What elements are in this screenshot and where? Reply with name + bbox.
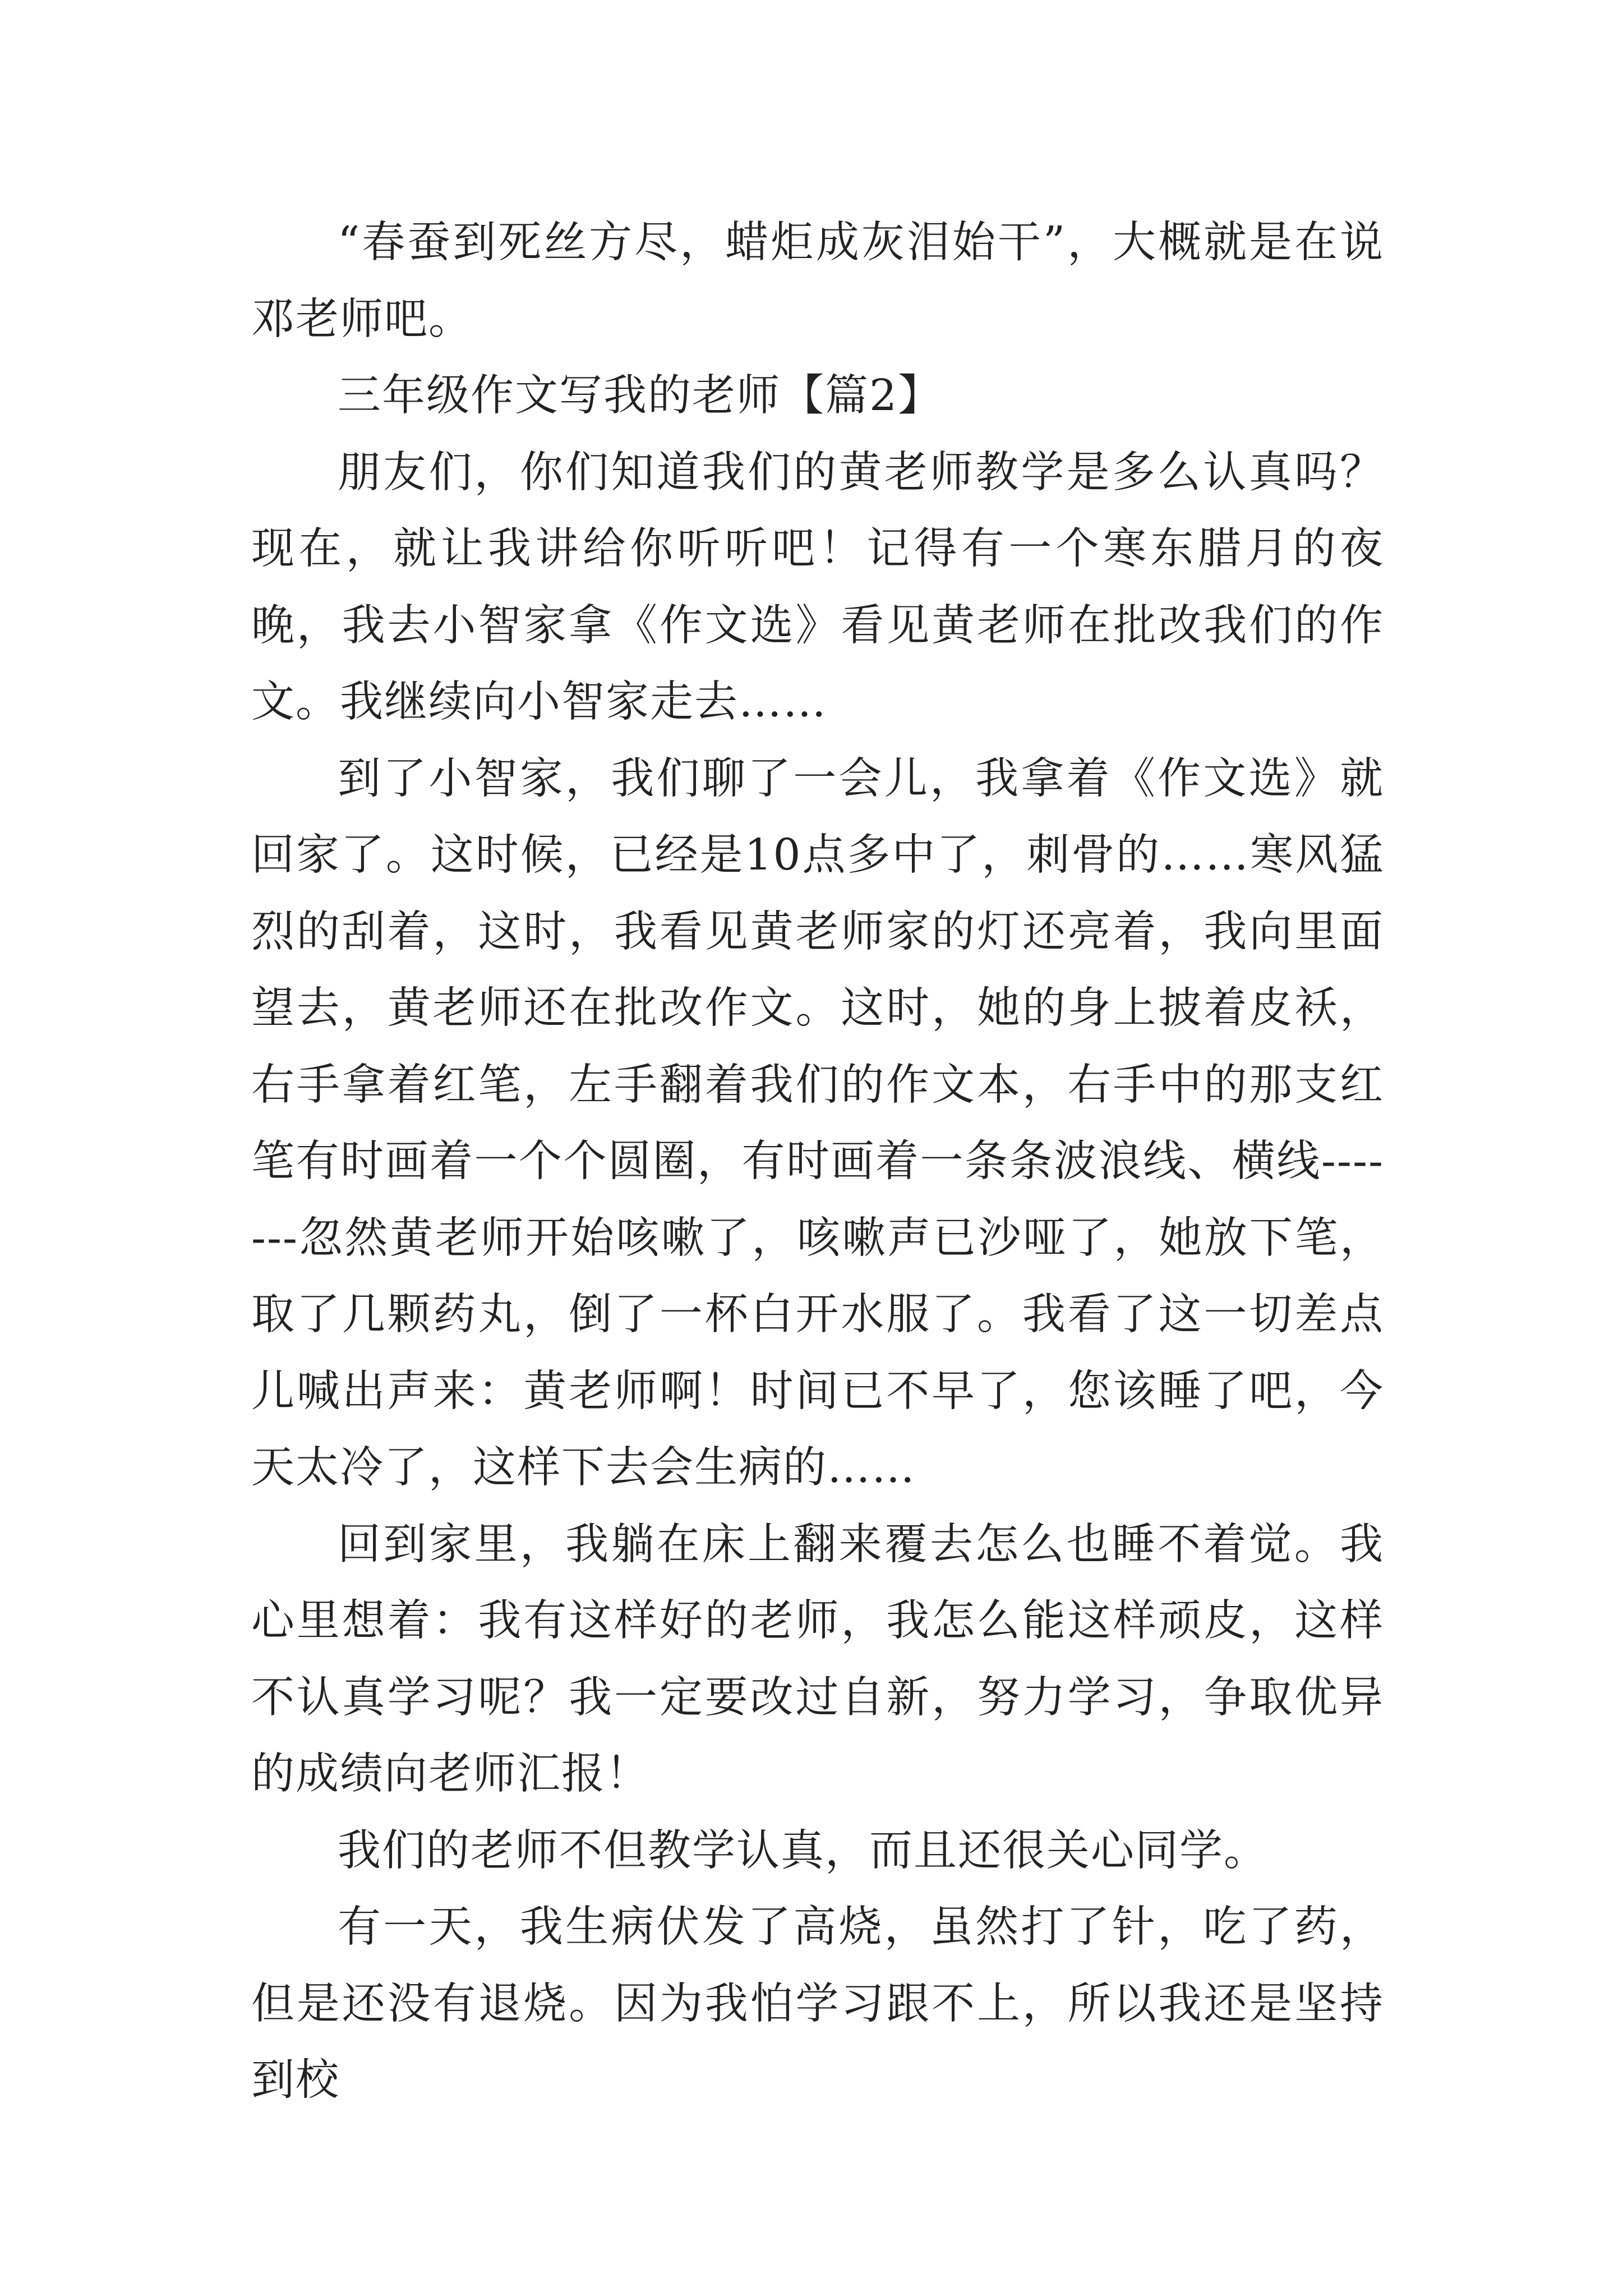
- section-heading: 三年级作文写我的老师【篇2】: [338, 371, 942, 421]
- paragraph-reflection: 回到家里，我躺在床上翻来覆去怎么也睡不着觉。我心里想着：我有这样好的老师，我怎么能这样顽皮，这样不认真学习呢？我一定要改过自新，努力学习，争取优异的成绩向老师汇报！: [251, 1519, 1384, 1799]
- paragraph-intro: 朋友们，你们知道我们的黄老师教学是多么认真吗？现在，就让我讲给你听听吧！记得有一个寒东腊月的夜晚，我去小智家拿《作文选》看见黄老师在批改我们的作文。我继续向小智家走去……: [251, 447, 1384, 727]
- document-body: [251, 205, 1384, 2119]
- paragraph-night-scene: 到了小智家，我们聊了一会儿，我拿着《作文选》就回家了。这时候，已经是10点多中了，刺骨的……寒风猛烈的刮着，这时，我看见黄老师家的灯还亮着，我向里面望去，黄老师还在批改作文。这时，她的身上披着皮袄，右手拿着红笔，左手翻着我们的作文本，右手中的那支红笔有时画着一个个圆圈，有时画着一条条波浪线、横线-------忽然黄老师开始咳嗽了，咳嗽声已沙哑了，她放下笔，取了几颗药丸，倒了一杯白开水服了。我看了这一切差点儿喊出声来：黄老师啊！时间已不早了，您该睡了吧，今天太冷了，这样下去会生病的……: [251, 753, 1384, 1493]
- paragraph-quote-ending: “春蚕到死丝方尽，蜡炬成灰泪始干”，大概就是在说邓老师吧。: [251, 218, 1384, 344]
- paragraph-care: 我们的老师不但教学认真，而且还很关心同学。: [338, 1825, 1268, 1876]
- paragraph-sick-day: 有一天，我生病伏发了高烧，虽然打了针，吃了药，但是还没有退烧。因为我怕学习跟不上，所以我还是坚持到校: [251, 1902, 1384, 2105]
